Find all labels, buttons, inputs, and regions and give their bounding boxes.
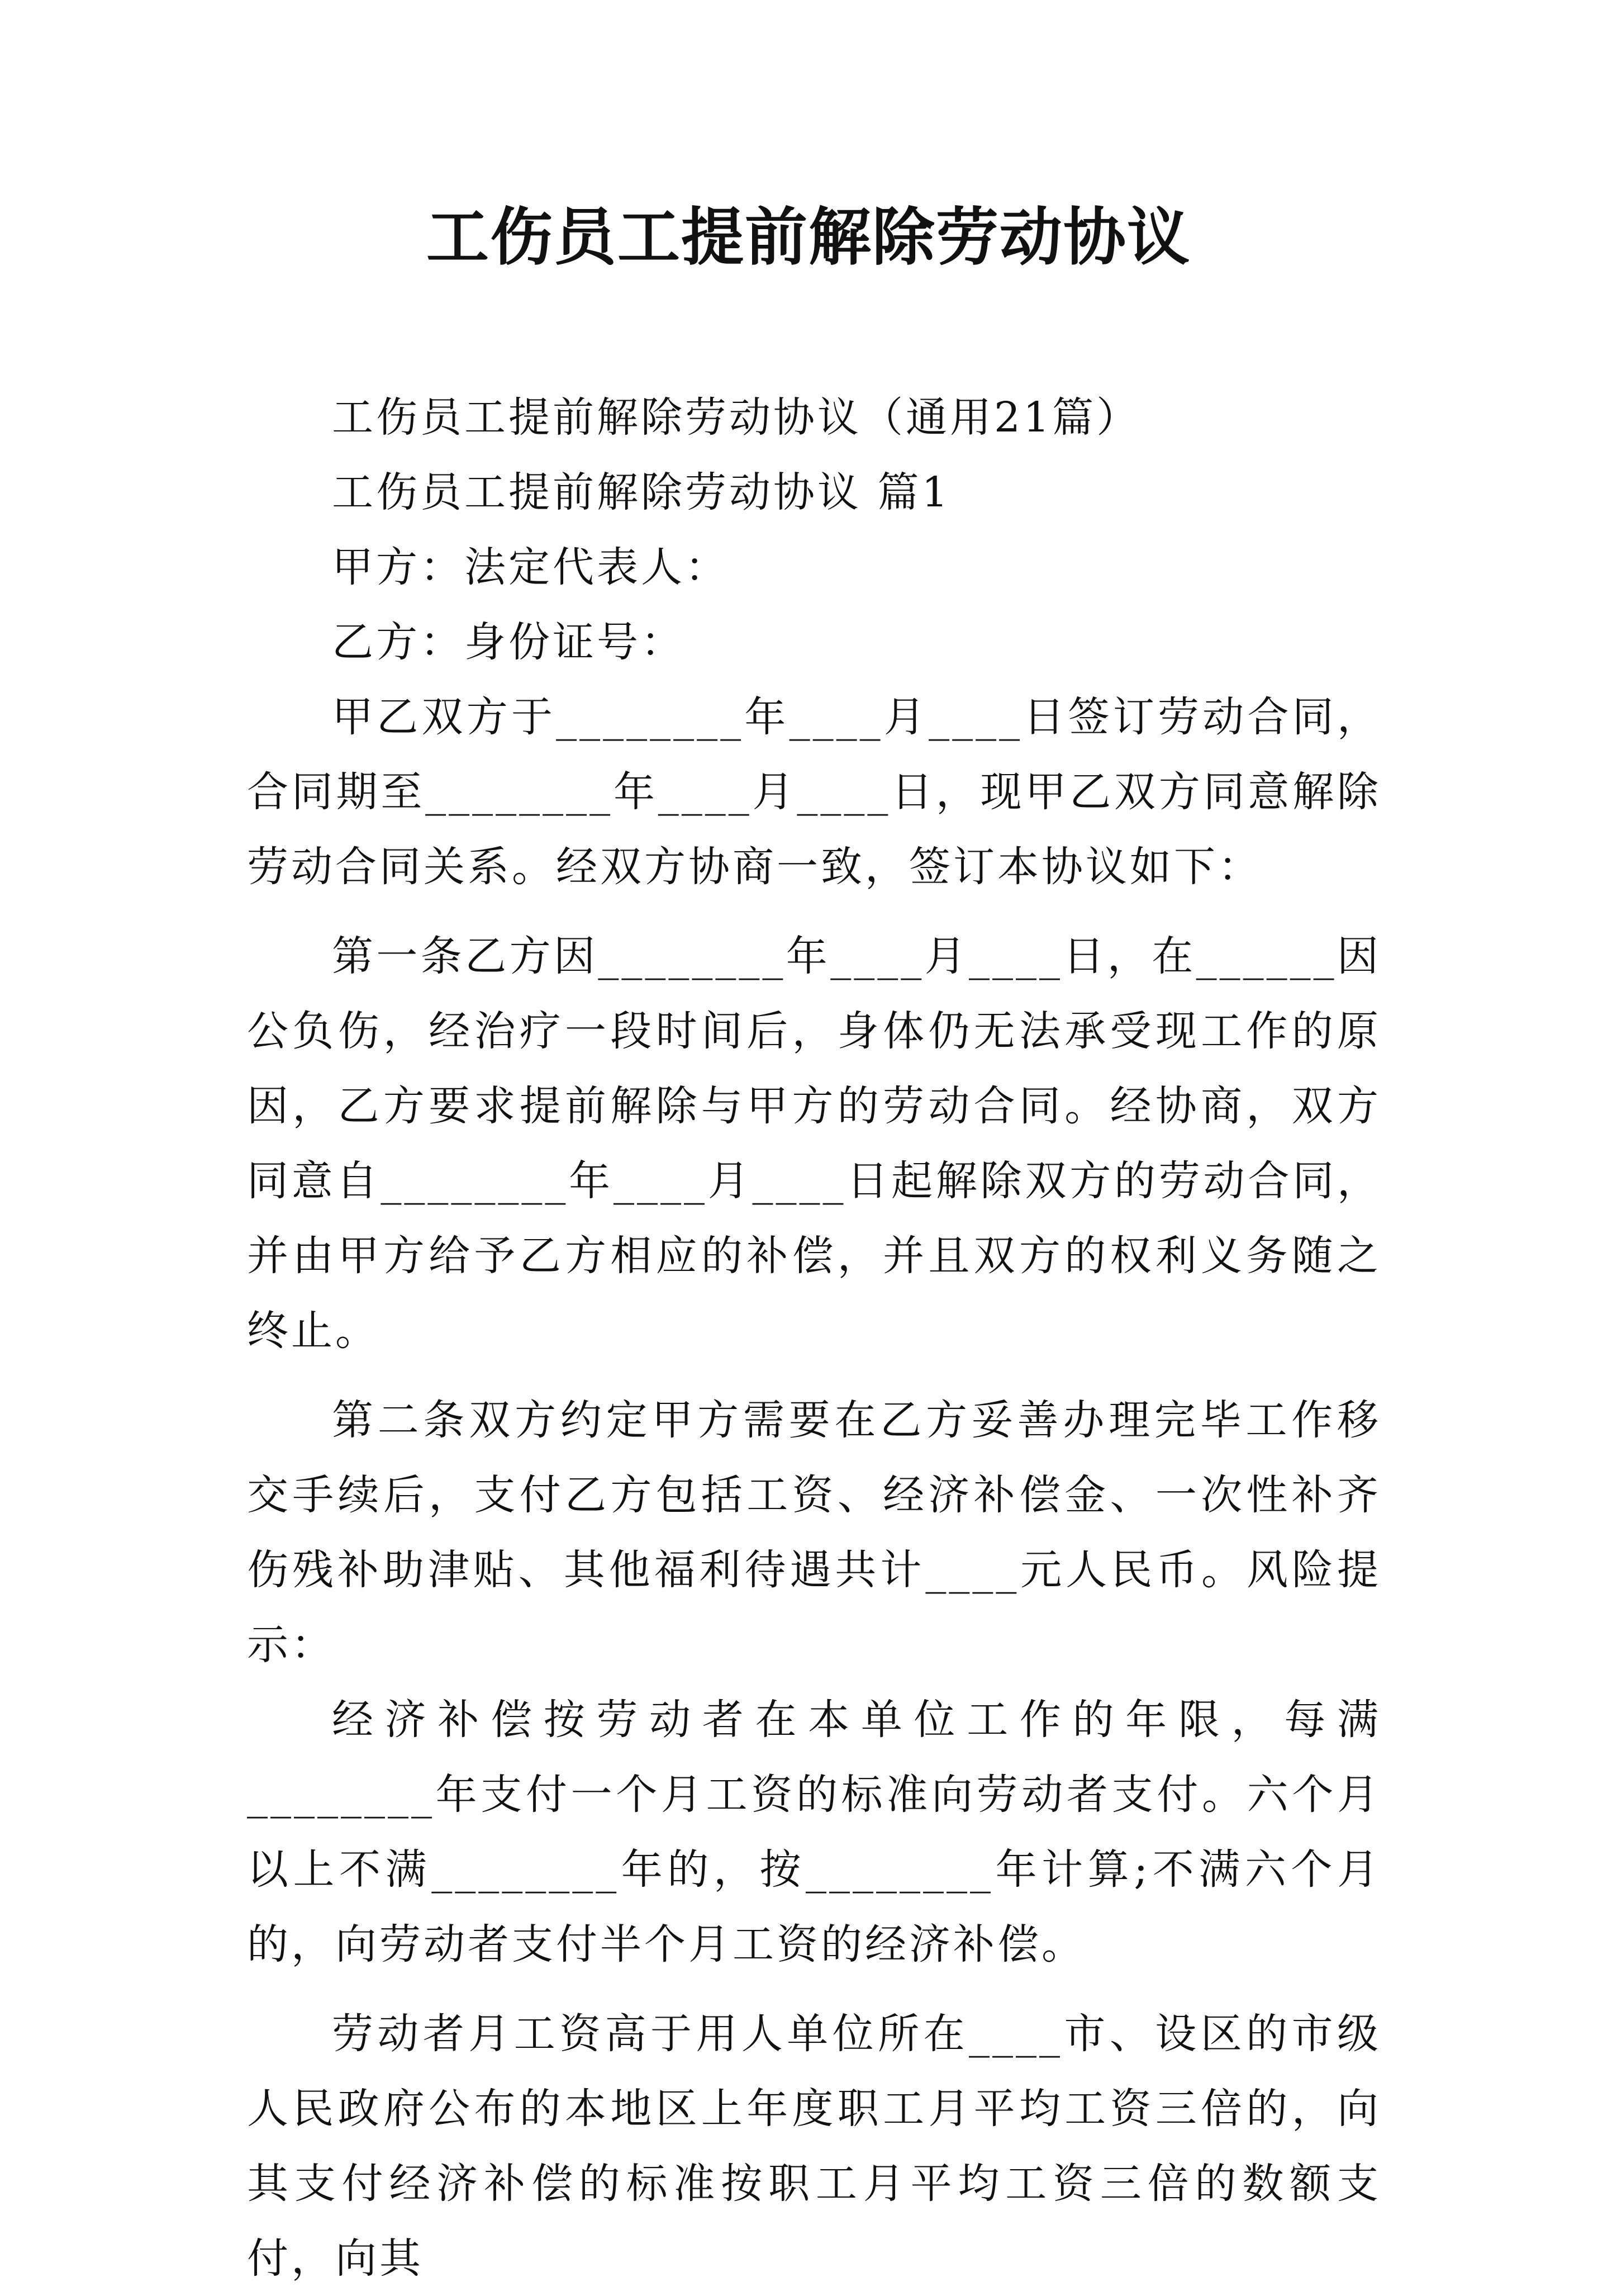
document-title: 工伤员工提前解除劳动协议 — [426, 201, 1191, 274]
paragraph-party-a: 甲方：法定代表人： — [332, 543, 729, 591]
document-body — [247, 380, 1381, 2296]
paragraph-compensation-rule: 经济补偿按劳动者在本单位工作的年限，每满________年支付一个月工资的标准向劳动者支付。六个月以上不满________年的，按________年计算;不满六个月的，向劳动者支付半个月工资的经济补偿。 — [247, 1696, 1381, 1968]
paragraph-contract-intro: 甲乙双方于________年____月____日签订劳动合同，合同期至________年____月____日，现甲乙双方同意解除劳动合同关系。经双方协商一致，签订本协议如下： — [247, 693, 1381, 891]
paragraph-subtitle: 工伤员工提前解除劳动协议（通用21篇） — [332, 393, 1141, 442]
paragraph-section-heading: 工伤员工提前解除劳动协议 篇1 — [332, 468, 951, 516]
paragraph-party-b: 乙方：身份证号： — [332, 618, 685, 666]
paragraph-article-2: 第二条双方约定甲方需要在乙方妥善办理完毕工作移交手续后，支付乙方包括工资、经济补偿金、一次性补齐伤残补助津贴、其他福利待遇共计____元人民币。风险提示： — [247, 1396, 1381, 1669]
paragraph-article-1: 第一条乙方因________年____月____日，在______因公负伤，经治疗一段时间后，身体仍无法承受现工作的原因，乙方要求提前解除与甲方的劳动合同。经协商，双方同意自________年____月____日起解除双方的劳动合同，并由甲方给予乙方相应的补偿，并且双方的权利义务随之终止。 — [247, 932, 1381, 1355]
paragraph-high-wage-rule: 劳动者月工资高于用人单位所在____市、设区的市级人民政府公布的本地区上年度职工月平均工资三倍的，向其支付经济补偿的标准按职工月平均工资三倍的数额支付，向其 — [247, 2010, 1381, 2283]
